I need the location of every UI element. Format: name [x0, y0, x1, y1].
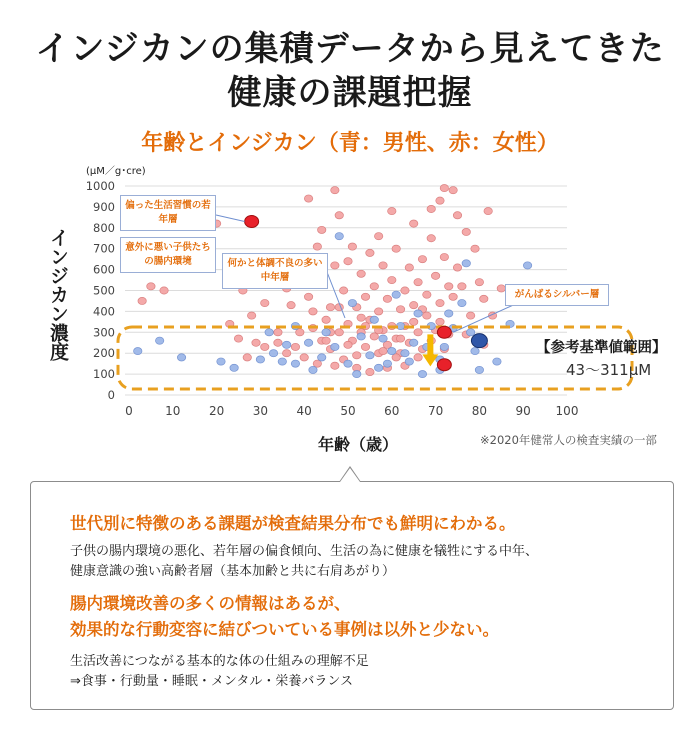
- data-point: [304, 293, 312, 300]
- data-point: [160, 287, 168, 294]
- data-point: [453, 212, 461, 219]
- data-point: [291, 360, 299, 367]
- callout-young: 偏った生活習慣の若年層: [120, 195, 216, 231]
- data-point: [147, 283, 155, 290]
- x-tick-label: 100: [555, 404, 579, 418]
- data-point: [383, 295, 391, 302]
- data-point: [449, 187, 457, 194]
- data-point: [458, 299, 466, 306]
- data-point: [436, 299, 444, 306]
- data-point: [261, 343, 269, 350]
- data-point: [410, 339, 418, 346]
- x-tick-label: 70: [427, 404, 444, 418]
- y-tick-label: 600: [93, 262, 115, 277]
- data-point: [322, 329, 330, 336]
- data-point: [357, 270, 365, 277]
- y-tick-label: 800: [93, 220, 115, 235]
- data-point: [379, 262, 387, 269]
- data-point: [252, 339, 260, 346]
- panel-body-2-line1: 生活改善につながる基本的な体の仕組みの理解不足: [70, 654, 369, 669]
- y-tick-label: 900: [93, 199, 115, 214]
- data-point: [361, 293, 369, 300]
- data-point: [217, 358, 225, 365]
- data-point: [401, 350, 409, 357]
- data-point: [370, 283, 378, 290]
- data-point: [405, 264, 413, 271]
- data-point: [335, 329, 343, 336]
- data-point: [331, 187, 339, 194]
- panel-heading-2-line1: 腸内環境改善の多くの情報はあるが、: [70, 594, 351, 613]
- panel-body-2-line2: ⇒食事・行動量・睡眠・メンタル・栄養バランス: [70, 674, 353, 689]
- data-point: [414, 354, 422, 361]
- data-point: [414, 310, 422, 317]
- reference-range: 43〜311μM: [566, 361, 652, 379]
- callout-children: 意外に悪い子供たちの腸内環境: [120, 237, 216, 273]
- data-point: [326, 304, 334, 311]
- x-tick-label: 90: [515, 404, 531, 418]
- data-point: [471, 348, 479, 355]
- data-point: [353, 371, 361, 378]
- data-point: [274, 329, 282, 336]
- panel-heading-1: 世代別に特徴のある課題が検査結果分布でも鮮明にわかる。: [70, 514, 516, 533]
- x-tick-label: 80: [471, 404, 488, 418]
- data-point: [304, 339, 312, 346]
- y-axis-unit: (μM／g･cre): [86, 166, 146, 177]
- data-point: [440, 253, 448, 260]
- data-point: [309, 366, 317, 373]
- data-point: [344, 258, 352, 265]
- data-point: [331, 262, 339, 269]
- data-point: [282, 350, 290, 357]
- highlight-point-silver-top: [437, 326, 451, 338]
- data-point: [361, 343, 369, 350]
- data-point: [445, 283, 453, 290]
- data-point: [230, 364, 238, 371]
- data-point: [366, 249, 374, 256]
- data-point: [348, 243, 356, 250]
- data-point: [304, 195, 312, 202]
- data-point: [436, 197, 444, 204]
- y-axis-label: インジカン濃度: [47, 228, 69, 361]
- data-point: [234, 335, 242, 342]
- data-point: [392, 291, 400, 298]
- data-point: [335, 212, 343, 219]
- leader-line-young: [216, 215, 245, 222]
- highlight-point-young: [245, 216, 259, 228]
- data-point: [374, 233, 382, 240]
- highlight-point-silver-bottom: [437, 359, 451, 371]
- reference-title: 【参考基準値範囲】: [536, 340, 667, 356]
- data-point: [243, 354, 251, 361]
- footnote: ※2020年健常人の検査実績の一部: [480, 433, 657, 447]
- data-point: [401, 287, 409, 294]
- data-point: [374, 364, 382, 371]
- data-point: [322, 316, 330, 323]
- data-point: [462, 228, 470, 235]
- x-tick-label: 20: [208, 404, 225, 418]
- data-point: [475, 366, 483, 373]
- data-point: [471, 245, 479, 252]
- data-point: [484, 207, 492, 214]
- main-title-line2: 健康の課題把握: [227, 73, 473, 113]
- data-point: [331, 362, 339, 369]
- data-point: [466, 312, 474, 319]
- y-tick-label: 400: [93, 304, 115, 319]
- data-point: [462, 260, 470, 267]
- data-point: [318, 354, 326, 361]
- data-point: [388, 207, 396, 214]
- data-point: [300, 354, 308, 361]
- data-point: [453, 264, 461, 271]
- data-point: [418, 256, 426, 263]
- panel-pointer-fill: [340, 468, 360, 482]
- data-point: [379, 335, 387, 342]
- data-point: [318, 226, 326, 233]
- data-point: [353, 352, 361, 359]
- data-point: [265, 329, 273, 336]
- data-point: [313, 243, 321, 250]
- data-point: [278, 358, 286, 365]
- data-point: [523, 262, 531, 269]
- data-point: [383, 360, 391, 367]
- x-axis-label: 年齢（歳）: [318, 435, 399, 454]
- data-point: [392, 245, 400, 252]
- data-point: [366, 352, 374, 359]
- reference-range-label: [536, 336, 667, 380]
- data-point: [410, 302, 418, 309]
- data-point: [291, 343, 299, 350]
- callout-silver: がんばるシルバー層: [505, 284, 609, 306]
- data-point: [480, 295, 488, 302]
- data-point: [374, 308, 382, 315]
- data-point: [357, 314, 365, 321]
- data-point: [274, 339, 282, 346]
- y-tick-label: 200: [93, 346, 115, 361]
- y-tick-label: 700: [93, 241, 115, 256]
- data-point: [379, 348, 387, 355]
- data-point: [177, 354, 185, 361]
- data-point: [388, 348, 396, 355]
- data-point: [431, 272, 439, 279]
- data-point: [427, 235, 435, 242]
- data-point: [414, 279, 422, 286]
- y-tick-label: 100: [93, 367, 115, 382]
- data-point: [282, 341, 290, 348]
- data-point: [261, 299, 269, 306]
- data-point: [256, 356, 264, 363]
- data-point: [423, 291, 431, 298]
- data-point: [445, 310, 453, 317]
- data-point: [134, 348, 142, 355]
- data-point: [396, 335, 404, 342]
- data-point: [370, 316, 378, 323]
- data-point: [458, 283, 466, 290]
- data-point: [344, 341, 352, 348]
- data-point: [410, 318, 418, 325]
- x-tick-label: 50: [340, 404, 356, 418]
- data-point: [335, 233, 343, 240]
- x-tick-label: 60: [384, 404, 400, 418]
- data-point: [138, 297, 146, 304]
- data-point: [449, 293, 457, 300]
- highlight-point-male: [471, 334, 487, 348]
- callout-middle: 何かと体調不良の多い中年層: [222, 253, 328, 289]
- y-tick-label: 0: [107, 388, 115, 402]
- y-tick-label: 1000: [85, 179, 115, 193]
- y-tick-label: 500: [93, 283, 115, 298]
- data-point: [348, 299, 356, 306]
- data-point: [247, 312, 255, 319]
- x-tick-label: 40: [296, 404, 312, 418]
- data-point: [388, 276, 396, 283]
- data-point: [331, 343, 339, 350]
- data-point: [440, 184, 448, 191]
- data-point: [440, 343, 448, 350]
- data-point: [414, 329, 422, 336]
- data-point: [287, 302, 295, 309]
- data-point: [357, 333, 365, 340]
- data-point: [322, 337, 330, 344]
- data-point: [418, 371, 426, 378]
- data-point: [405, 358, 413, 365]
- data-point: [427, 205, 435, 212]
- data-point: [366, 368, 374, 375]
- arrow-shaft: [427, 334, 433, 356]
- data-point: [475, 279, 483, 286]
- main-title-line1: インジカンの集積データから見えてきた: [35, 29, 665, 69]
- data-point: [155, 337, 163, 344]
- data-point: [410, 220, 418, 227]
- data-point: [339, 287, 347, 294]
- x-tick-label: 0: [125, 404, 133, 418]
- panel-body-1-line1: 子供の腸内環境の悪化、若年層の偏食傾向、生活の為に健康を犠牲にする中年、: [70, 544, 539, 559]
- panel-body-1-line2: 健康意識の強い高齢者層（基本加齢と共に右肩あがり）: [70, 564, 396, 579]
- panel-heading-2-line2: 効果的な行動変容に結びついている事例は以外と少ない。: [70, 620, 499, 639]
- data-point: [309, 308, 317, 315]
- x-tick-label: 10: [165, 404, 181, 418]
- data-point: [396, 306, 404, 313]
- data-point: [493, 358, 501, 365]
- data-point: [436, 318, 444, 325]
- chart-title: 年齢とインジカン（青：男性、赤：女性）: [141, 131, 559, 156]
- data-point: [269, 350, 277, 357]
- y-tick-label: 300: [93, 325, 115, 340]
- x-tick-label: 30: [252, 404, 269, 418]
- data-point: [466, 329, 474, 336]
- data-point: [344, 360, 352, 367]
